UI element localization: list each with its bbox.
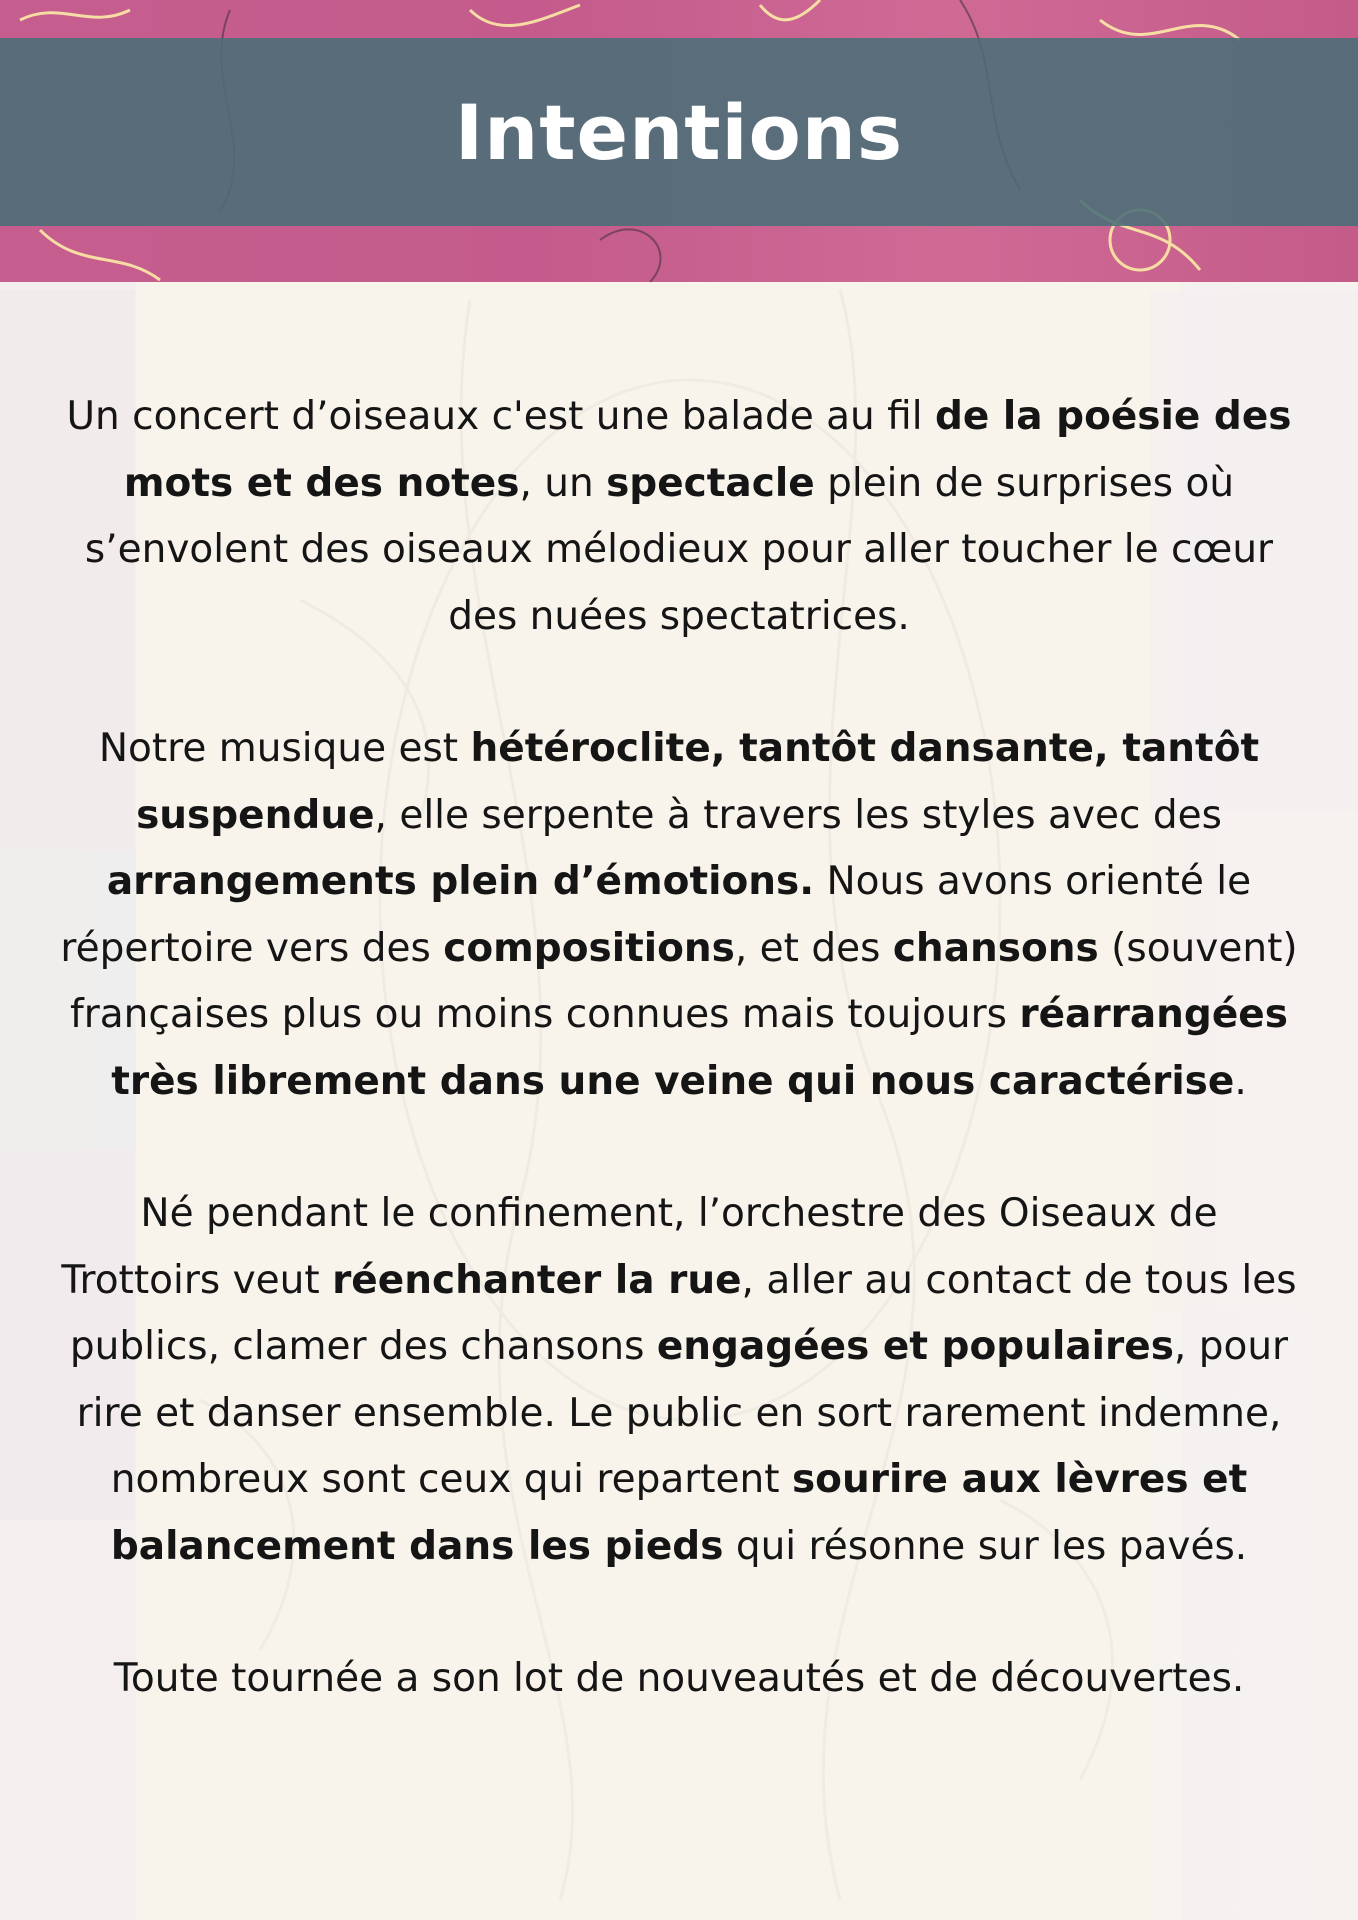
emphasis-text: engagées et populaires bbox=[656, 1324, 1174, 1369]
emphasis-text: réarrangées très librement dans une veine qui nous caractérise bbox=[111, 992, 1288, 1104]
emphasis-text: compositions bbox=[443, 925, 735, 971]
emphasis-text: réenchanter la rue bbox=[332, 1257, 742, 1303]
text-run: , elle serpente à travers les styles avec des bbox=[374, 792, 1222, 838]
title-banner bbox=[0, 38, 1358, 226]
emphasis-text: arrangements plein d’émotions. bbox=[106, 859, 815, 904]
text-run: plein de surprises où s’envolent des oiseaux mélodieux pour aller toucher le cœur des nuées spectatrices. bbox=[84, 460, 1274, 639]
paragraph-4 bbox=[60, 1646, 1298, 1713]
text-run: , pour rire et danser ensemble. Le public en sort rarement indemne, nombreux sont ceux qui repartent bbox=[76, 1324, 1289, 1502]
emphasis-text: sourire aux lèvres et balancement dans les pieds bbox=[110, 1457, 1248, 1569]
paragraph-2 bbox=[60, 716, 1298, 1115]
text-run: , un bbox=[519, 460, 607, 506]
text-run: qui résonne sur les pavés. bbox=[723, 1523, 1248, 1569]
text-run: Un concert d’oiseaux c'est une balade au fil bbox=[66, 394, 935, 439]
emphasis-text: hétéroclite, tantôt dansante, tantôt suspendue bbox=[136, 726, 1260, 838]
text-run: . bbox=[1234, 1058, 1247, 1104]
text-run: , aller au contact de tous les publics, clamer des chansons bbox=[69, 1257, 1297, 1369]
text-run: Toute tournée a son lot de nouveautés et de découvertes. bbox=[113, 1656, 1245, 1701]
page-title: Intentions bbox=[454, 87, 904, 177]
emphasis-text: spectacle bbox=[606, 460, 815, 506]
text-run: , et des bbox=[734, 925, 893, 971]
body-text bbox=[60, 384, 1298, 1779]
paragraph-3 bbox=[60, 1181, 1298, 1580]
paragraph-1 bbox=[60, 384, 1298, 650]
emphasis-text: chansons bbox=[892, 925, 1099, 971]
emphasis-text: de la poésie des mots et des notes bbox=[123, 394, 1292, 506]
text-run: Notre musique est bbox=[98, 726, 471, 771]
text-run: Né pendant le confinement, l’orchestre des Oiseaux de Trottoirs veut bbox=[61, 1191, 1218, 1303]
text-run: Nous avons orienté le répertoire vers des bbox=[60, 859, 1252, 971]
text-run: (souvent) françaises plus ou moins connues mais toujours bbox=[70, 925, 1298, 1037]
